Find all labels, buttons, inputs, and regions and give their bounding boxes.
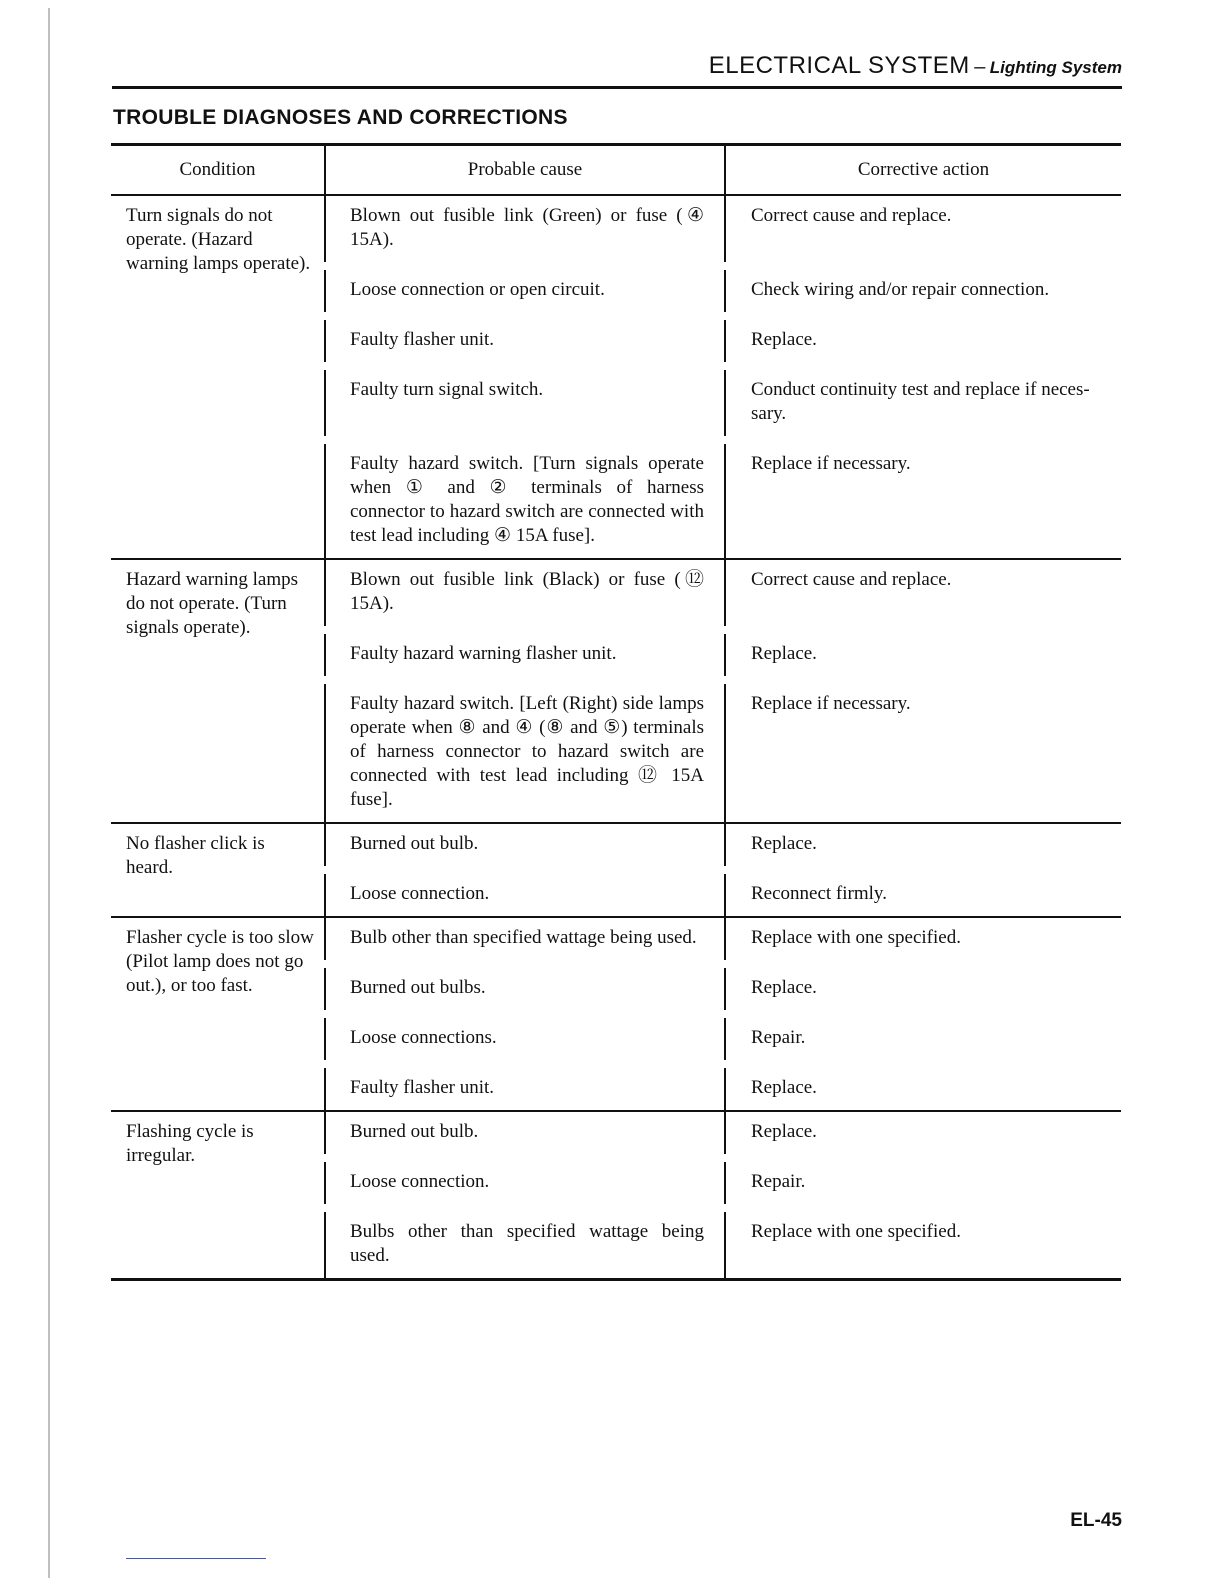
table-row bbox=[111, 196, 1121, 560]
cause-action-pair bbox=[324, 560, 1121, 626]
cause-action-pair bbox=[324, 370, 1121, 436]
cause-action-pair bbox=[324, 1162, 1121, 1204]
cause-action-pair bbox=[324, 1018, 1121, 1060]
action-cell: Replace if necessary. bbox=[751, 693, 911, 714]
table-row bbox=[111, 1112, 1121, 1281]
cause-action-pair bbox=[324, 444, 1121, 558]
cause-action-pair bbox=[324, 196, 1121, 262]
cause-action-pair bbox=[324, 684, 1121, 822]
action-cell: Repair. bbox=[751, 1027, 806, 1048]
cause-cell: Faulty flasher unit. bbox=[324, 1068, 726, 1110]
cause-action-pair bbox=[324, 270, 1121, 312]
cause-action-pair bbox=[324, 824, 1121, 866]
cause-cell: Loose connection. bbox=[324, 1162, 726, 1204]
action-cell: Replace. bbox=[751, 329, 817, 350]
condition-cell: Flashing cycle is irregular. bbox=[126, 1121, 254, 1166]
action-cell: Check wiring and/or repair connection. bbox=[751, 279, 1050, 300]
cause-cell: Blown out fusible link (Green) or fuse (④ 15A). bbox=[324, 196, 726, 262]
cause-cell: Faulty turn signal switch. bbox=[324, 370, 726, 436]
action-cell: Correct cause and replace. bbox=[751, 205, 952, 226]
cause-cell: Bulbs other than specified wattage being used. bbox=[324, 1212, 726, 1278]
action-cell: Replace. bbox=[751, 1121, 817, 1142]
cause-action-pair bbox=[324, 1112, 1121, 1154]
table-row bbox=[111, 560, 1121, 824]
cause-action-group bbox=[324, 560, 1121, 822]
cause-cell: Blown out fusible link (Black) or fuse (⑫ 15A). bbox=[324, 560, 726, 626]
action-cell: Replace. bbox=[751, 643, 817, 664]
cause-cell: Loose connection. bbox=[324, 874, 726, 916]
page-title: TROUBLE DIAGNOSES AND CORRECTIONS bbox=[113, 106, 568, 129]
cause-action-pair bbox=[324, 1068, 1121, 1110]
cause-action-pair bbox=[324, 634, 1121, 676]
table-row bbox=[111, 918, 1121, 1112]
cause-cell: Loose connections. bbox=[324, 1018, 726, 1060]
table-header bbox=[111, 146, 1121, 196]
cause-cell: Burned out bulb. bbox=[324, 824, 726, 866]
action-cell: Correct cause and replace. bbox=[751, 569, 952, 590]
cause-action-pair bbox=[324, 968, 1121, 1010]
header-section: ELECTRICAL SYSTEM bbox=[708, 52, 970, 79]
cause-action-group bbox=[324, 1112, 1121, 1278]
cause-action-pair bbox=[324, 874, 1121, 916]
cause-cell: Bulb other than specified wattage being used. bbox=[324, 918, 726, 960]
cause-action-pair bbox=[324, 320, 1121, 362]
action-cell: Replace if necessary. bbox=[751, 453, 911, 474]
cause-action-group bbox=[324, 918, 1121, 1110]
action-cell: Repair. bbox=[751, 1171, 806, 1192]
scan-margin-line bbox=[48, 8, 50, 1578]
header-corrective-action: Corrective action bbox=[857, 159, 990, 180]
condition-cell: Turn signals do not operate. (Hazard warning lamps operate). bbox=[126, 205, 311, 274]
action-cell: Replace with one specified. bbox=[751, 1221, 961, 1242]
action-cell: Replace. bbox=[751, 833, 817, 854]
table-row bbox=[111, 824, 1121, 918]
action-cell: Replace. bbox=[751, 1077, 817, 1098]
page-header bbox=[112, 50, 1122, 89]
cause-action-pair bbox=[324, 1212, 1121, 1278]
action-cell: Replace. bbox=[751, 977, 817, 998]
footer-rule bbox=[126, 1558, 266, 1559]
header-condition: Condition bbox=[179, 159, 256, 180]
action-cell: Reconnect firmly. bbox=[751, 883, 887, 904]
cause-action-group bbox=[324, 196, 1121, 558]
cause-cell: Burned out bulb. bbox=[324, 1112, 726, 1154]
diagnosis-table bbox=[111, 143, 1121, 1281]
condition-cell: No flasher click is heard. bbox=[126, 833, 265, 878]
page-number: EL-45 bbox=[1070, 1510, 1122, 1531]
action-cell: Replace with one specified. bbox=[751, 927, 961, 948]
cause-cell: Faulty flasher unit. bbox=[324, 320, 726, 362]
header-text bbox=[709, 52, 1122, 80]
header-probable-cause: Probable cause bbox=[324, 146, 726, 194]
header-subsection: Lighting System bbox=[989, 58, 1122, 77]
condition-cell: Flasher cycle is too slow (Pilot lamp does not go out.), or too fast. bbox=[126, 927, 314, 996]
cause-action-group bbox=[324, 824, 1121, 916]
condition-cell: Hazard warning lamps do not operate. (Turn signals operate). bbox=[126, 569, 298, 638]
cause-cell: Faulty hazard warning flasher unit. bbox=[324, 634, 726, 676]
header-dash: – bbox=[974, 56, 986, 78]
cause-cell: Burned out bulbs. bbox=[324, 968, 726, 1010]
cause-action-pair bbox=[324, 918, 1121, 960]
cause-cell: Loose connection or open circuit. bbox=[324, 270, 726, 312]
cause-cell: Faulty hazard switch. [Left (Right) side lamps operate when ⑧ and ④ (⑧ and ⑤) terminals of harness connector to hazard switch are connected with test lead including ⑫ 15A fuse]. bbox=[324, 684, 726, 822]
action-cell: Conduct continuity test and replace if neces-sary. bbox=[751, 379, 1090, 424]
cause-cell: Faulty hazard switch. [Turn signals operate when ① and ② terminals of harness connector to hazard switch are connected with test lead including ④ 15A fuse]. bbox=[324, 444, 726, 558]
